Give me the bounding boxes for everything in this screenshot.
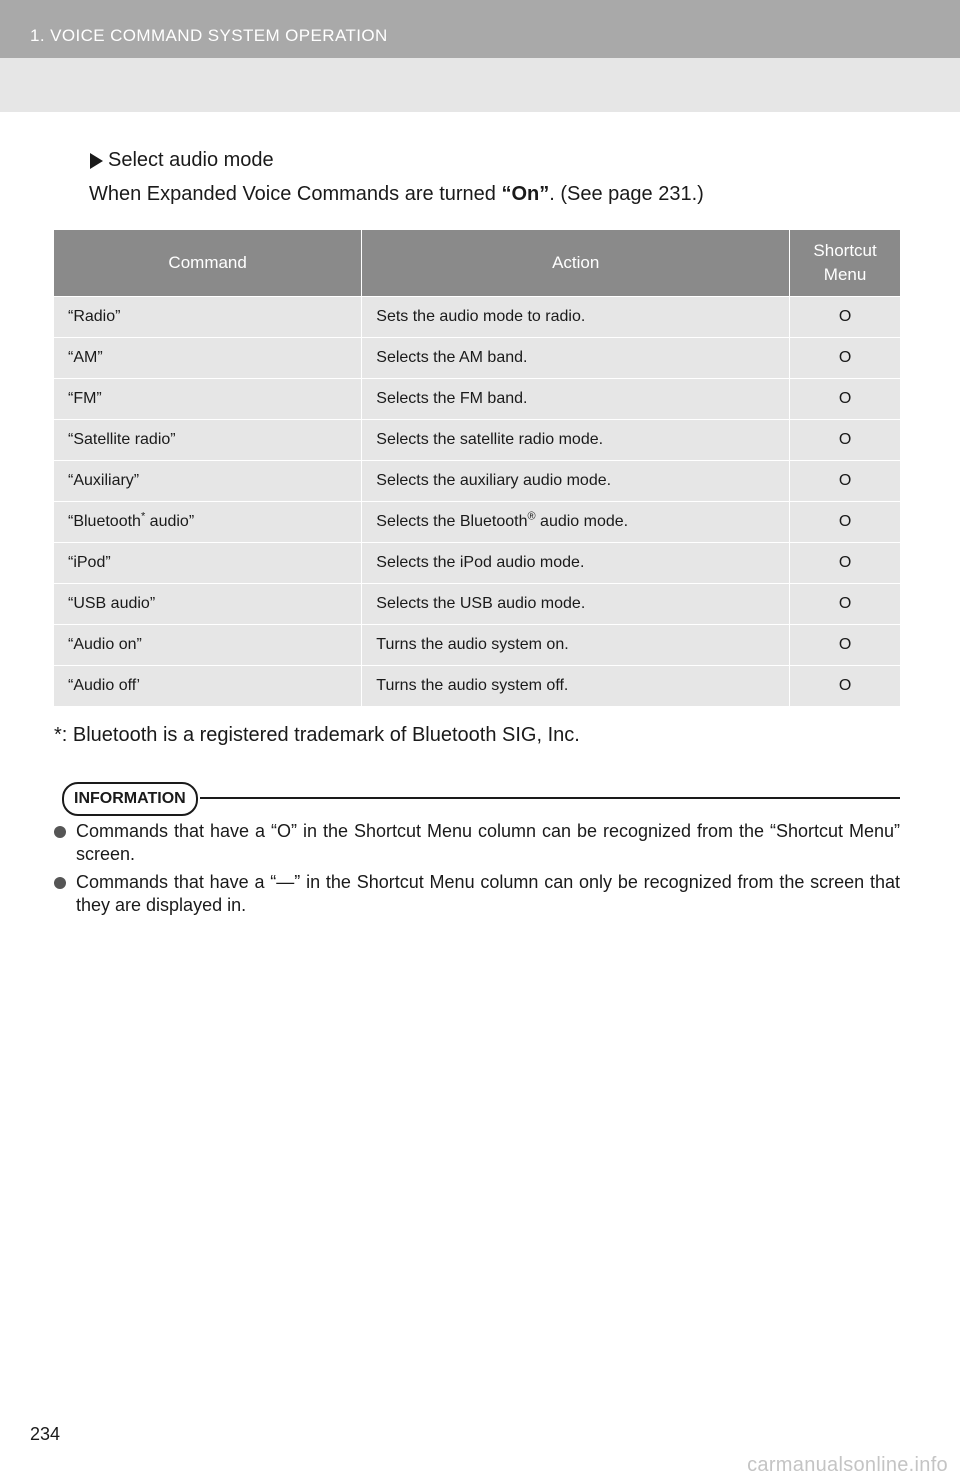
header-shortcut-line1: Shortcut — [813, 241, 877, 260]
table-row — [54, 625, 900, 666]
cell-action: Selects the auxiliary audio mode. — [362, 461, 790, 502]
command-text: “Bluetooth — [68, 513, 141, 530]
cell-command: “Audio off’ — [54, 666, 362, 707]
asterisk-mark: * — [140, 510, 146, 523]
table-row — [54, 584, 900, 625]
command-text: audio” — [145, 513, 195, 530]
subheading — [90, 149, 274, 172]
cell-shortcut: O — [790, 584, 900, 625]
cell-command: “iPod” — [54, 543, 362, 584]
cell-command: “Satellite radio” — [54, 420, 362, 461]
registered-mark: ® — [527, 510, 536, 523]
information-item — [54, 820, 900, 866]
condition-prefix: When Expanded Voice Commands are turned — [89, 183, 502, 205]
action-text: Selects the Bluetooth — [376, 513, 528, 530]
cell-shortcut: O — [790, 461, 900, 502]
cell-action: Selects the satellite radio mode. — [362, 420, 790, 461]
cell-command: “FM” — [54, 379, 362, 420]
bullet-icon — [54, 826, 66, 838]
header-shortcut-menu — [790, 230, 900, 297]
table-row — [54, 297, 900, 338]
table-row — [54, 338, 900, 379]
command-table — [54, 230, 900, 706]
cell-action: Turns the audio system on. — [362, 625, 790, 666]
cell-command: “AM” — [54, 338, 362, 379]
cell-shortcut: O — [790, 666, 900, 707]
cell-command: “Audio on” — [54, 625, 362, 666]
cell-shortcut: O — [790, 543, 900, 584]
header-shortcut-line2: Menu — [823, 265, 867, 284]
cell-command: “Auxiliary” — [54, 461, 362, 502]
cell-action: Selects the USB audio mode. — [362, 584, 790, 625]
header-command: Command — [54, 230, 362, 297]
table-row — [54, 543, 900, 584]
information-item-text: Commands that have a “O” in the Shortcut Menu column can be recognized from the “Shortcut Menu” screen. — [76, 821, 900, 864]
cell-shortcut: O — [790, 297, 900, 338]
table-row — [54, 379, 900, 420]
cell-command: “Radio” — [54, 297, 362, 338]
cell-shortcut: O — [790, 338, 900, 379]
condition-text — [89, 183, 704, 206]
bullet-icon — [54, 877, 66, 889]
subheading-text: Select audio mode — [108, 149, 274, 171]
cell-shortcut: O — [790, 379, 900, 420]
section-title: 1. VOICE COMMAND SYSTEM OPERATION — [30, 26, 388, 45]
header-action: Action — [362, 230, 790, 297]
cell-shortcut: O — [790, 420, 900, 461]
cell-action: Selects the FM band. — [362, 379, 790, 420]
watermark: carmanualsonline.info — [747, 1454, 948, 1476]
condition-highlight: “On” — [501, 183, 550, 205]
header-bar — [0, 0, 960, 58]
condition-suffix: . (See page 231.) — [549, 183, 704, 205]
cell-command: “USB audio” — [54, 584, 362, 625]
information-item — [54, 871, 900, 917]
table-row — [54, 502, 900, 543]
information-rule — [200, 797, 900, 799]
table-row — [54, 461, 900, 502]
information-label: INFORMATION — [62, 782, 198, 816]
cell-action: Sets the audio mode to radio. — [362, 297, 790, 338]
information-item-text: Commands that have a “—” in the Shortcut Menu column can only be recognized from the screen that they are displayed in. — [76, 872, 900, 915]
action-text: audio mode. — [535, 513, 629, 530]
triangle-bullet-icon — [90, 153, 103, 169]
cell-action: Selects the iPod audio mode. — [362, 543, 790, 584]
cell-action — [362, 502, 790, 543]
cell-shortcut: O — [790, 625, 900, 666]
cell-shortcut: O — [790, 502, 900, 543]
table-header-row — [54, 230, 900, 297]
cell-command — [54, 502, 362, 543]
table-row — [54, 666, 900, 707]
cell-action: Turns the audio system off. — [362, 666, 790, 707]
page-number: 234 — [30, 1424, 61, 1444]
footnote: *: Bluetooth is a registered trademark of Bluetooth SIG, Inc. — [54, 724, 580, 746]
table-row — [54, 420, 900, 461]
cell-action: Selects the AM band. — [362, 338, 790, 379]
